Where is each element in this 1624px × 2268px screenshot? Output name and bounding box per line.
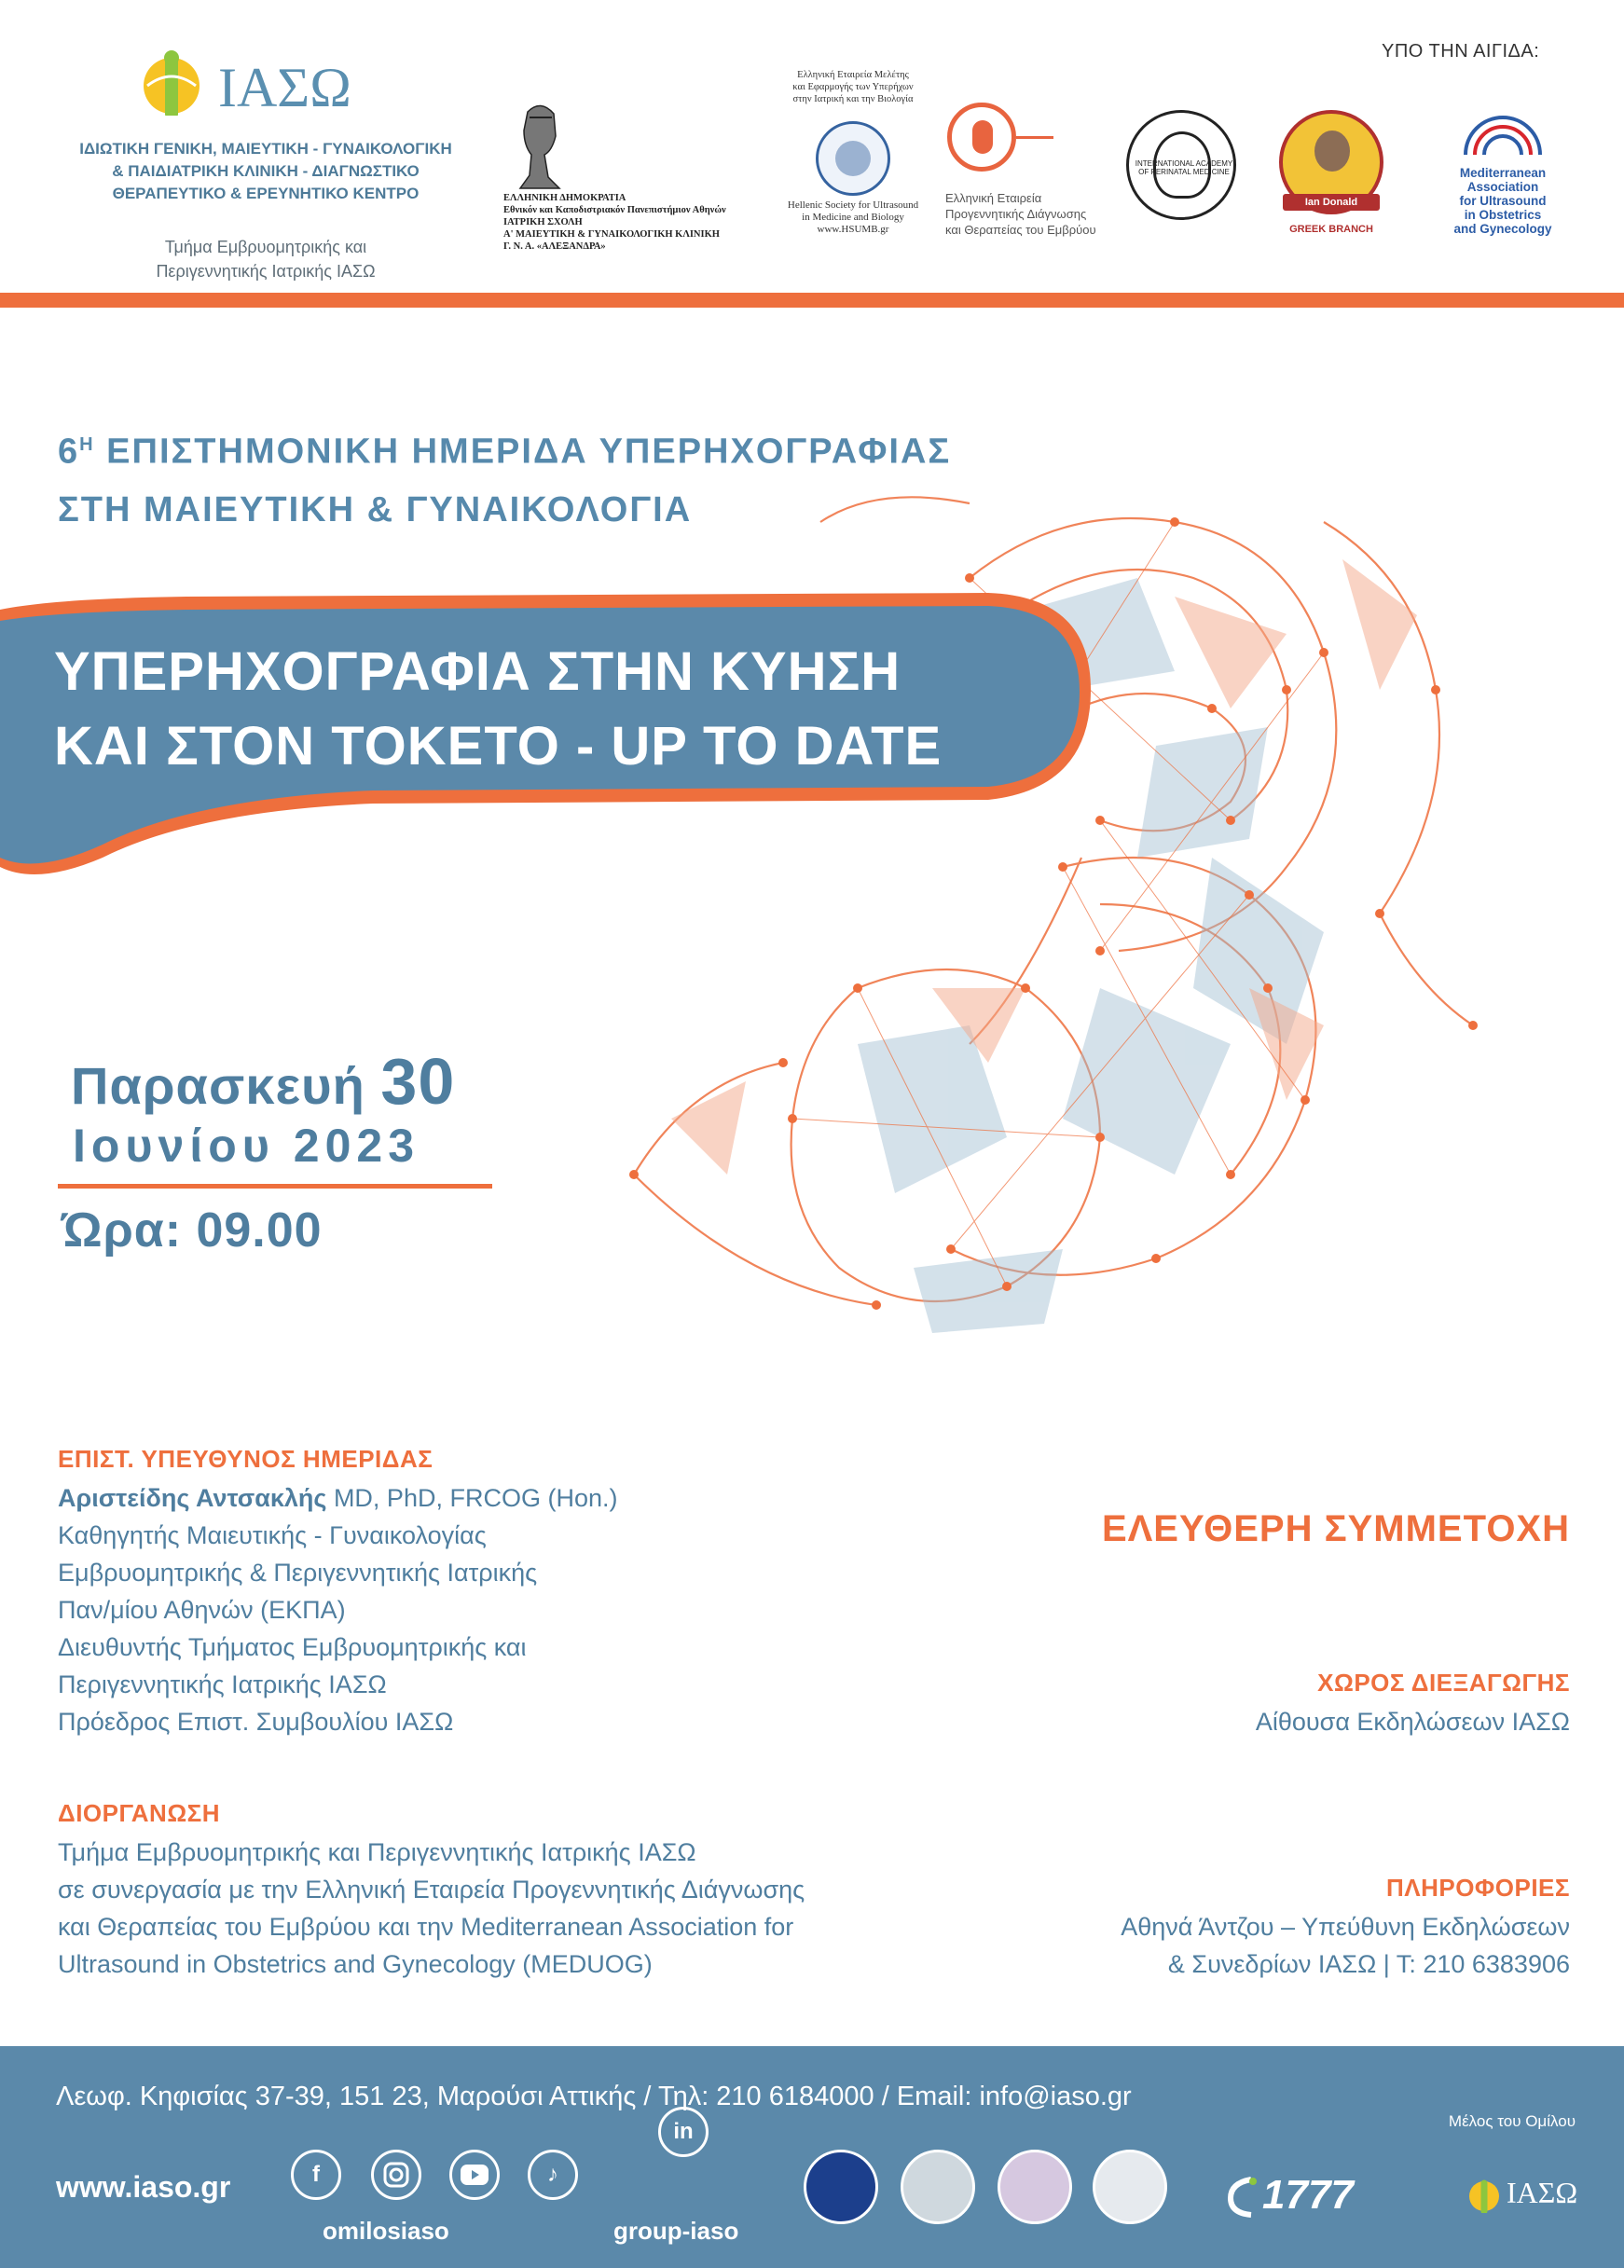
member-of-group-label: Μέλος του Ομίλου [1448, 2112, 1576, 2130]
instagram-icon[interactable] [371, 2150, 421, 2200]
scientific-lead-line: Πρόεδρος Επιστ. Συμβουλίου ΙΑΣΩ [58, 1708, 454, 1736]
venue-section [917, 1669, 1570, 1740]
scientific-lead-line: Διευθυντής Τμήματος Εμβρυομητρικής και [58, 1633, 527, 1661]
uoa-text [503, 192, 764, 253]
tiktok-icon[interactable]: ♪ [528, 2150, 578, 2200]
linkedin-icon[interactable]: in [658, 2107, 709, 2157]
free-participation: ΕΛΕΥΘΕΡΗ ΣΥΜΜΕΤΟΧΗ [1101, 1508, 1570, 1549]
footer-bar [0, 2046, 1624, 2268]
preferred-partner-cert-icon [1093, 2150, 1167, 2224]
linkedin-handle[interactable]: group-iaso [613, 2217, 739, 2245]
header-divider [0, 293, 1624, 308]
iapm-logo [1126, 110, 1236, 220]
tuv-nord-cert-icon [804, 2150, 878, 2224]
ian-donald-branch: GREEK BRANCH [1289, 224, 1373, 235]
ian-donald-logo [1279, 110, 1383, 214]
eepde-text [945, 190, 1113, 238]
hsumb-line: στην Ιατρική και την Βιολογία [792, 94, 914, 104]
phone-icon [1225, 2176, 1262, 2219]
eepde-mark-icon [947, 103, 1016, 172]
conference-title-line-2: ΣΤΗ ΜΑΙΕΥΤΙΚΗ & ΓΥΝΑΙΚΟΛΟΓΙΑ [58, 490, 693, 529]
footer-address: Λεωφ. Κηφισίας 37-39, 151 23, Μαρούσι Αττικής / Τηλ: 210 6184000 / Email: info@iaso.gr [56, 2082, 1132, 2111]
info-heading: ΠΛΗΡΟΦΟΡΙΕΣ [1385, 1874, 1570, 1902]
facebook-icon[interactable]: f [291, 2150, 341, 2200]
hsumb-top-text [769, 69, 937, 105]
hotline-1777-logo [1225, 2172, 1365, 2228]
uoa-line: Γ. Ν. Α. «ΑΛΕΞΑΝΔΡΑ» [503, 241, 606, 252]
youtube-glyph-icon [460, 2164, 489, 2186]
temos-cert-icon [901, 2150, 975, 2224]
scientific-lead-credentials: MD, PhD, FRCOG (Hon.) [326, 1484, 618, 1512]
organization-line: και Θεραπείας του Εμβρύου και την Mediterranean Association for [58, 1913, 794, 1941]
hospital-description-line: ΘΕΡΑΠΕΥΤΙΚΟ & ΕΡΕΥΝΗΤΙΚΟ ΚΕΝΤΡΟ [112, 185, 420, 202]
temos-cert-icon [998, 2150, 1072, 2224]
event-date-line-1 [71, 1044, 455, 1119]
athena-bust-icon [516, 103, 563, 190]
eepde-line: Ελληνική Εταιρεία [945, 191, 1042, 205]
edition-suffix: Η [79, 434, 95, 455]
iaso-group-wordmark: ΙΑΣΩ [1507, 2176, 1578, 2209]
meduog-arcs-icon [1458, 99, 1548, 162]
youtube-icon[interactable] [449, 2150, 500, 2200]
iaso-group-mark-icon [1466, 2176, 1503, 2213]
conference-title-text: ΕΠΙΣΤΗΜΟΝΙΚΗ ΗΜΕΡΙΔΑ ΥΠΕΡΗΧΟΓΡΑΦΙΑΣ [94, 432, 952, 472]
event-weekday: Παρασκευή [71, 1056, 365, 1115]
conference-title-line-1 [58, 423, 1223, 474]
department-name [37, 235, 494, 283]
website-link[interactable]: www.iaso.gr [56, 2170, 231, 2204]
meduog-line: for Ultrasound [1459, 194, 1547, 208]
info-contact-line: Αθηνά Άντζου – Υπεύθυνη Εκδηλώσεων [1121, 1913, 1570, 1941]
iaso-wordmark: ΙΑΣΩ [218, 57, 351, 118]
auspices-label: ΥΠΟ ΤΗΝ ΑΙΓΙΔΑ: [1382, 41, 1540, 62]
eepde-line: Προγεννητικής Διάγνωσης [945, 207, 1087, 221]
department-line: Περιγεννητικής Ιατρικής ΙΑΣΩ [156, 262, 376, 281]
event-title-line-1: ΥΠΕΡΗΧΟΓΡΑΦΙΑ ΣΤΗΝ ΚΥΗΣΗ [54, 641, 901, 702]
iapm-text: INTERNATIONAL ACADEMY OF PERINATAL MEDICINE [1135, 159, 1233, 176]
scientific-lead-section [58, 1445, 953, 1740]
date-divider [58, 1184, 492, 1189]
eepde-line: και Θεραπείας του Εμβρύου [945, 223, 1096, 237]
edition-number: 6 [58, 432, 80, 472]
scientific-lead-line: Καθηγητής Μαιευτικής - Γυναικολογίας [58, 1521, 487, 1549]
scientific-lead-line: Παν/μίου Αθηνών (ΕΚΠΑ) [58, 1596, 346, 1624]
organization-heading: ΔΙΟΡΓΑΝΩΣΗ [58, 1799, 221, 1827]
hotline-number: 1777 [1262, 2172, 1354, 2218]
meduog-line: Association [1466, 180, 1539, 194]
hospital-description-line: & ΠΑΙΔΙΑΤΡΙΚΗ ΚΛΙΝΙΚΗ - ΔΙΑΓΝΩΣΤΙΚΟ [112, 162, 420, 180]
uoa-logo [503, 103, 764, 261]
uoa-line: Εθνικόν και Καποδιστριακόν Πανεπιστήμιον Αθηνών [503, 205, 726, 215]
hospital-description-line: ΙΔΙΩΤΙΚΗ ΓΕΝΙΚΗ, ΜΑΙΕΥΤΙΚΗ - ΓΥΝΑΙΚΟΛΟΓΙΚΗ [79, 140, 452, 158]
event-month-year: Ιουνίου 2023 [73, 1120, 420, 1172]
hsumb-line: www.HSUMB.gr [817, 224, 889, 235]
eepde-mark-line [1016, 136, 1053, 139]
portrait-icon [1314, 131, 1350, 172]
event-day: 30 [380, 1045, 456, 1118]
hsumb-logo [769, 69, 937, 235]
department-line: Τμήμα Εμβρυομητρικής και [164, 238, 367, 256]
scientific-lead-line: Εμβρυομητρικής & Περιγεννητικής Ιατρικής [58, 1559, 538, 1587]
scientific-lead-heading: ΕΠΙΣΤ. ΥΠΕΥΘΥΝΟΣ ΗΜΕΡΙΔΑΣ [58, 1445, 434, 1473]
uoa-line: ΙΑΤΡΙΚΗ ΣΧΟΛΗ [503, 217, 583, 227]
hsumb-seal-icon [816, 121, 890, 196]
iaso-logo [138, 41, 371, 134]
info-contact-line: & Συνεδρίων ΙΑΣΩ | Τ: 210 6383906 [1167, 1950, 1570, 1978]
social-handle[interactable]: omilosiaso [323, 2217, 449, 2245]
meduog-line: Mediterranean [1459, 166, 1547, 180]
venue-heading: ΧΩΡΟΣ ΔΙΕΞΑΓΩΓΗΣ [1317, 1669, 1570, 1697]
meduog-line: and Gynecology [1453, 222, 1552, 236]
hsumb-line: Ελληνική Εταιρεία Μελέτης [797, 70, 909, 80]
uoa-line: Α' ΜΑΙΕΥΤΙΚΗ & ΓΥΝΑΙΚΟΛΟΓΙΚΗ ΚΛΙΝΙΚΗ [503, 229, 720, 240]
event-time: Ώρα: 09.00 [62, 1203, 323, 1258]
info-section [917, 1874, 1570, 1983]
meduog-line: in Obstetrics [1464, 208, 1542, 222]
hospital-description [37, 138, 494, 205]
meduog-text [1410, 166, 1596, 236]
organization-section [58, 1799, 953, 1983]
hsumb-line: in Medicine and Biology [802, 212, 904, 223]
organization-line: Ultrasound in Obstetrics and Gynecology (MEDUOG) [58, 1950, 653, 1978]
uoa-line: ΕΛΛΗΝΙΚΗ ΔΗΜΟΚΡΑΤΙΑ [503, 193, 626, 203]
ian-donald-label: Ian Donald [1283, 194, 1380, 211]
instagram-glyph-icon [382, 2161, 410, 2189]
hsumb-line: και Εφαρμογής των Υπερήχων [792, 82, 914, 92]
hsumb-line: Hellenic Society for Ultrasound [787, 199, 919, 211]
iaso-group-logo [1466, 2172, 1577, 2219]
organization-line: σε συνεργασία με την Ελληνική Εταιρεία Προγεννητικής Διάγνωσης [58, 1876, 805, 1904]
event-title-line-2: ΚΑΙ ΣΤΟΝ ΤΟΚΕΤΟ - UP TO DATE [54, 716, 943, 777]
hsumb-bottom-text [769, 199, 937, 236]
venue-value: Αίθουσα Εκδηλώσεων ΙΑΣΩ [1255, 1708, 1570, 1736]
iaso-logo-mark-icon [138, 48, 205, 116]
organization-line: Τμήμα Εμβρυομητρικής και Περιγεννητικής Ιατρικής ΙΑΣΩ [58, 1838, 696, 1866]
scientific-lead-name: Αριστείδης Αντσακλής [58, 1484, 327, 1512]
scientific-lead-line: Περιγεννητικής Ιατρικής ΙΑΣΩ [58, 1670, 387, 1698]
scientific-lead-name-line [58, 1479, 953, 1517]
